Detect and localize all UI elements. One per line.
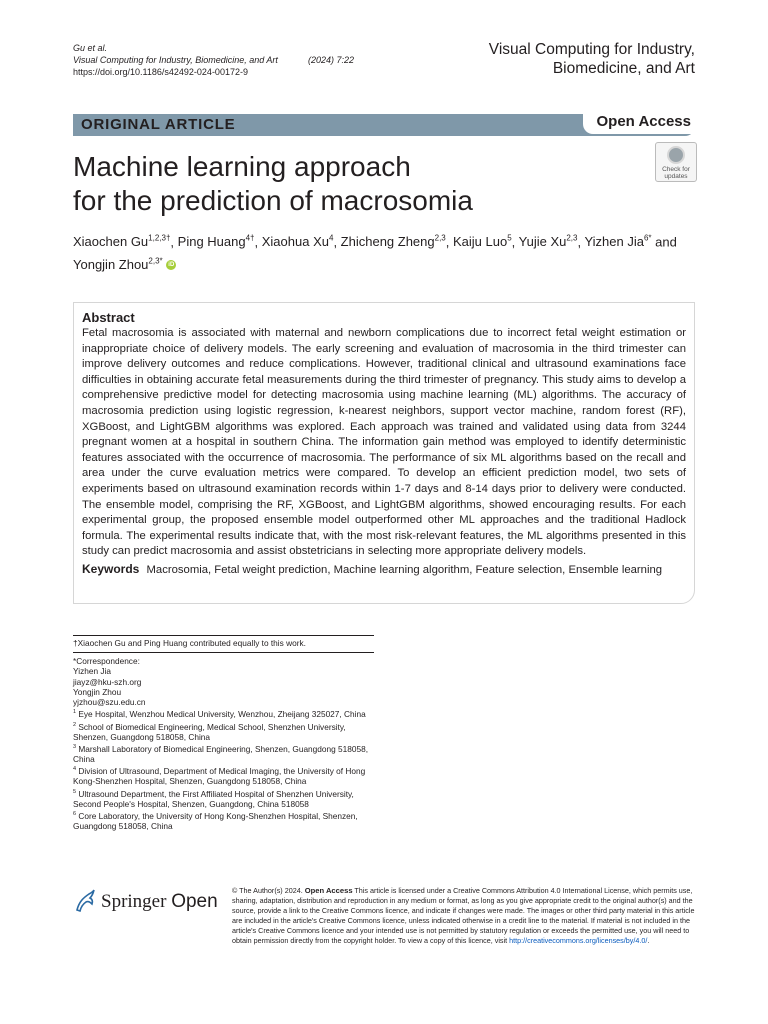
badge-line2: updates bbox=[664, 173, 688, 180]
publisher-suffix: Open bbox=[171, 891, 218, 912]
article-title bbox=[73, 150, 473, 218]
journal-name-line1: Visual Computing for Industry, bbox=[488, 41, 695, 58]
affiliation: $^3$ Marshall Laboratory of Biomedical Engineering, Shenzen, Guangdong 518058, China bbox=[73, 743, 369, 764]
authors-joiner: and bbox=[655, 234, 677, 250]
header-journal: Visual Computing for Industry, Biomedicine, and Art bbox=[73, 55, 278, 65]
contact-email[interactable]: yjzhou@szu.edu.cn bbox=[73, 697, 146, 708]
author[interactable]: Xiaohua Xu$^4$ bbox=[261, 234, 334, 250]
abstract-text: Fetal macrosomia is associated with maternal and newborn complications due to incorrect fetal weight estimation or inappropriate choice of delivery models. The early screening and evaluation of macrosomia in the third trimester can improve delivery outcomes and reduce complications. However, traditional clinical and ultrasound examinations face difficulties in obtaining accurate fetal measurements during the third trimester of pregnancy. This study aims to develop a comprehensive predictive model for detecting macrosomia using machine learning (ML) algorithms. The accuracy of macrosomia prediction using logistic regression, k-nearest neighbors, support vector machine, random forest (RF), XGBoost, and LightGBM algorithms was explored. Each approach was trained and validated using data from 3244 pregnant women at a hospital in southern China. The information gain method was employed to identify deterministic features associated with the occurrence of macrosomia. The performance of six ML algorithms based on the recall and area under the curve evaluation metrics were compared. To develop an efficient prediction model, two sets of experiments based on ultrasound examination records within 1-7 days and 8-14 days prior to delivery were conducted. The ensemble model, comprising the RF, XGBoost, and LightGBM algorithms, showed encouraging results. For each experimental group, the proposed ensemble model outperformed other ML approaches and the traditional Hadlock formula. The experimental results indicate that, with the most risk-relevant features, the ML algorithms presented in this study can predict macrosomia and assist obstetricians in selecting more appropriate delivery models. bbox=[82, 327, 686, 558]
springer-horse-icon bbox=[73, 888, 97, 914]
license-copyright: © The Author(s) 2024. bbox=[232, 886, 303, 895]
author[interactable]: Ping Huang$^{4\dagger}$ bbox=[177, 234, 255, 250]
author[interactable]: Xiaochen $Gu^{1,2,3\dagger}$ bbox=[73, 234, 171, 250]
running-header bbox=[73, 42, 355, 78]
correspondence-block bbox=[73, 656, 373, 831]
license-text bbox=[232, 886, 695, 945]
affiliation: $^1$ Eye Hospital, Wenzhou Medical University, Wenzhou, Zheijang 325027, China bbox=[73, 709, 366, 720]
affiliation: $^2$ School of Biomedical Engineering, Medical School, Shenzhen University, Shenzen, Guangdong 518058, China bbox=[73, 721, 346, 742]
header-doi[interactable]: https://doi.org/10.1186/s42492-024-00172-9 bbox=[73, 67, 248, 77]
author[interactable]: Yongjin Zhou$^{2,3*}$ bbox=[73, 256, 163, 272]
footnote-divider bbox=[73, 635, 374, 636]
author-list: Xiaochen $Gu^{1,2,3\dagger}$, Ping Huang$^{4\dagger}$, Xiaohua Xu$^4$, Zhicheng Zheng$^{2,3}$, Kaiju Luo$^5$, Yujie Xu$^{2,3}$, Yizhen Jia$^{6*}$ and Yongjin Zhou$^{2,3*}$ iD bbox=[73, 234, 677, 272]
author[interactable]: Yizhen Jia$^{6*}$ bbox=[584, 234, 652, 250]
license-open-access: Open Access bbox=[304, 886, 353, 895]
abstract-box bbox=[73, 302, 695, 604]
correspondence-label: *Correspondence: bbox=[73, 656, 140, 666]
contact-email[interactable]: jiayz@hku-szh.org bbox=[73, 676, 142, 687]
header-volume: (2024) 7:22 bbox=[308, 55, 355, 65]
keywords-list: Macrosomia, Fetal weight prediction, Machine learning algorithm, Feature selection, Ensemble learning bbox=[146, 563, 663, 576]
article-type: ORIGINAL ARTICLE bbox=[81, 116, 236, 133]
orcid-icon[interactable]: iD bbox=[168, 262, 175, 269]
header-authors: Gu et al. bbox=[73, 43, 108, 53]
check-for-updates-button[interactable] bbox=[655, 142, 697, 182]
title-line2: for the prediction of macrosomia bbox=[73, 185, 473, 216]
footnote-divider bbox=[73, 652, 374, 653]
affiliation: $^6$ Core Laboratory, the University of Hong Kong-Shenzhen Hospital, Shenzen, Guangdong 518058, China bbox=[73, 810, 358, 832]
title-line1: Machine learning approach bbox=[73, 151, 411, 182]
author[interactable]: Kaiju Luo$^5$ bbox=[452, 234, 512, 250]
license-end: . bbox=[647, 935, 650, 945]
journal-name bbox=[489, 40, 695, 78]
affiliation: $^5$ Ultrasound Department, the First Affiliated Hospital of Shenzhen University, Second People's Hospital, Shenzen, Guangdong, China 518058 bbox=[73, 788, 354, 809]
affiliation: $^4$ Division of Ultrasound, Department of Medical Imaging, the University of Hong Kong-Shenzhen Hospital, Shenzen, Guangdong 518058, China bbox=[73, 766, 366, 787]
author[interactable]: Yujie Xu$^{2,3}$ bbox=[518, 234, 578, 250]
license-link[interactable]: http://creativecommons.org/licenses/by/4.0/ bbox=[509, 935, 648, 945]
contact-name: Yizhen Jia bbox=[73, 666, 111, 677]
check-updates-icon bbox=[667, 146, 685, 164]
author[interactable]: Zhicheng Zheng$^{2,3}$ bbox=[340, 234, 446, 250]
article-banner bbox=[73, 114, 695, 136]
equal-contribution-note: †Xiaochen Gu and Ping Huang contributed equally to this work. bbox=[73, 638, 306, 648]
badge-line1: Check for bbox=[662, 166, 690, 173]
abstract-heading: Abstract bbox=[82, 310, 135, 325]
publisher-name: Springer bbox=[101, 891, 167, 912]
contact-name: Yongjin Zhou bbox=[73, 686, 122, 697]
journal-name-line2: Biomedicine, and Art bbox=[552, 60, 695, 77]
open-access-label: Open Access bbox=[583, 112, 696, 134]
license-body: This article is licensed under a Creative Commons Attribution 4.0 International License, which permits use, sharing, adaptation, distribution and reproduction in any medium or format, as long as you give appropriate credit to the original author(s) and the source, provide a link to the Creative Commons licence, and indicate if changes were made. The images or other third party material in this article are included in the article's Creative Commons licence, unless indicated otherwise in a credit line to the material. If material is not included in the article's Creative Commons licence and your intended use is not permitted by statutory regulation or exceeds the permitted use, you will need to obtain permission directly from the copyright holder. To view a copy of this licence, visit bbox=[232, 886, 695, 945]
keywords bbox=[82, 562, 686, 579]
keywords-label: Keywords bbox=[82, 561, 140, 576]
